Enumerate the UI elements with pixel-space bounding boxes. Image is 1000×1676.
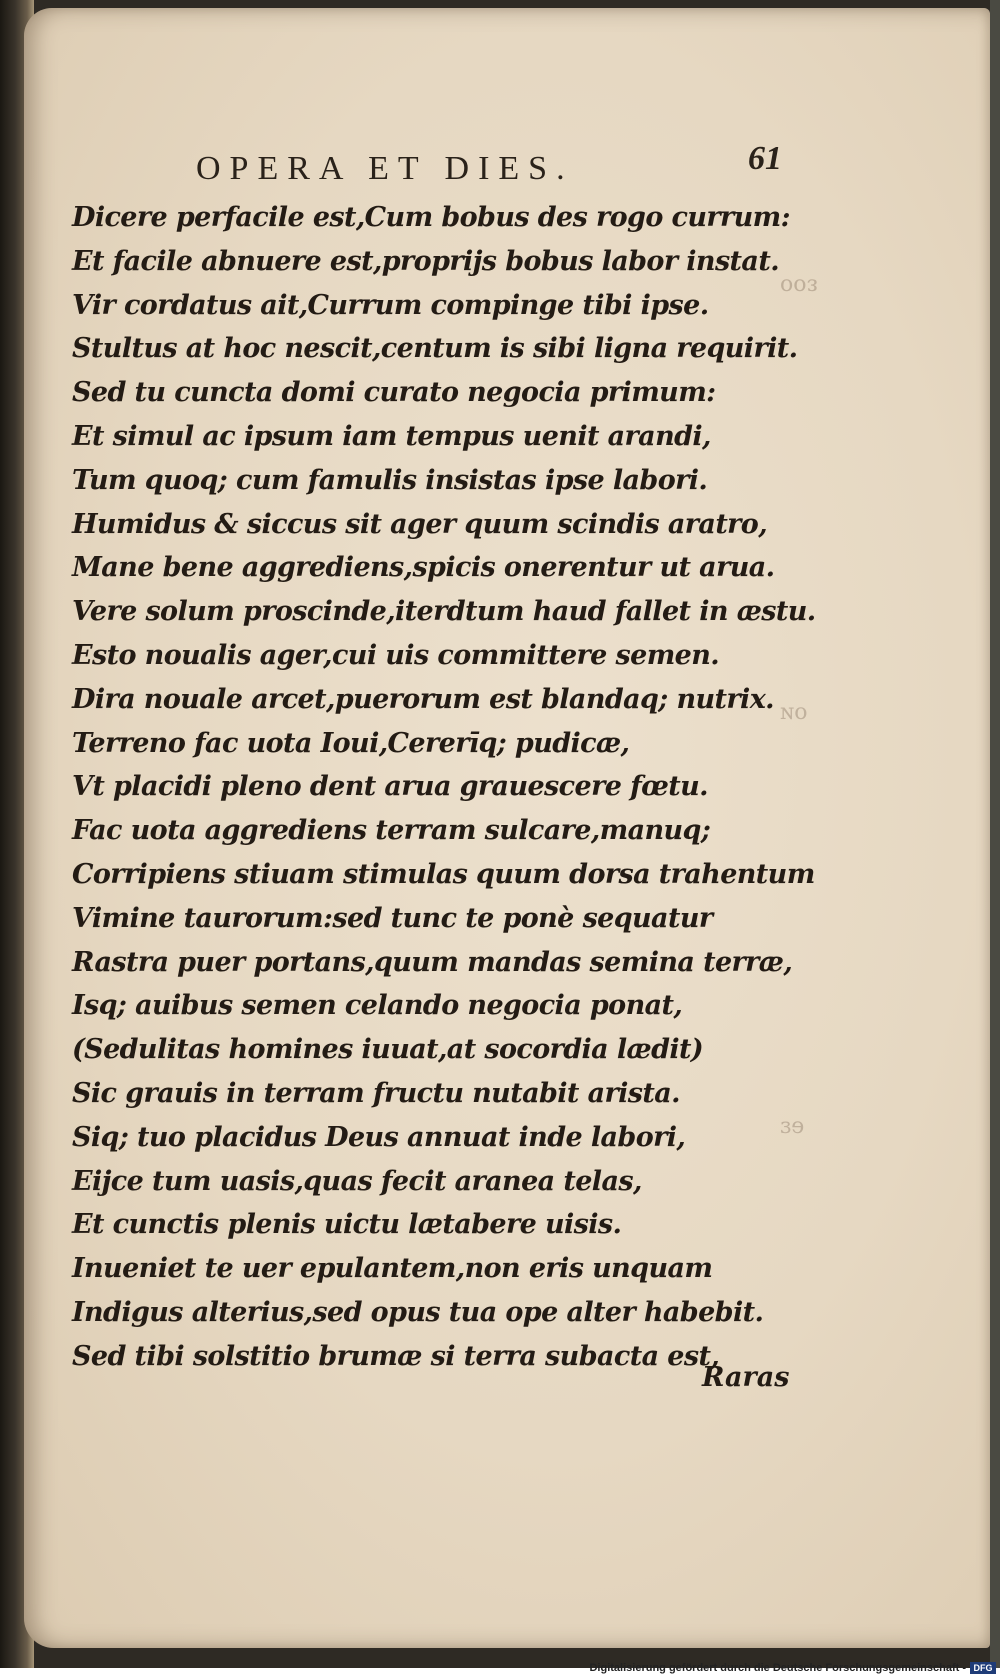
verse-line: Humidus & siccus sit ager quum scindis aratro,	[72, 508, 768, 540]
verse-line: Terreno fac uota Ioui,Cererīq; pudicæ,	[72, 727, 630, 759]
verse-line: Sed tibi solstitio brumæ si terra subacta est,	[72, 1340, 720, 1372]
catchword: Raras	[702, 1362, 790, 1393]
verse-line: Indigus alterius,sed opus tua ope alter habebit.	[72, 1296, 764, 1328]
verse-line: Dira nouale arcet,puerorum est blandaq; nutrix.	[72, 683, 774, 715]
dfg-logo: DFG	[970, 1662, 996, 1674]
verse-line: Mane bene aggrediens,spicis onerentur ut arua.	[72, 552, 775, 584]
verse-line: Sic grauis in terram fructu nutabit arista.	[72, 1077, 680, 1109]
verse-line: (Sedulitas homines iuuat,at socordia lædit)	[72, 1034, 704, 1066]
show-through-mark: ɜɘ	[780, 1114, 805, 1139]
verse-line: Et cunctis plenis uictu lætabere uisis.	[72, 1209, 622, 1241]
verse-line: Eijce tum uasis,quas fecit aranea telas,	[72, 1165, 642, 1197]
page-number: 61	[748, 140, 782, 177]
verse-line: Sed tu cuncta domi curato negocia primum:	[72, 377, 716, 409]
verse-line: Stultus at hoc nescit,centum is sibi ligna requirit.	[72, 333, 798, 365]
verse-line: Inueniet te uer epulantem,non eris unquam	[72, 1253, 713, 1285]
page-right-edge	[990, 0, 1000, 1668]
verse-line: Vt placidi pleno dent arua grauescere fœtu.	[72, 771, 708, 803]
verse-line: Siq; tuo placidus Deus annuat inde labori,	[72, 1121, 686, 1153]
verse-line: Esto noualis ager,cui uis committere semen.	[72, 639, 720, 671]
verse-line: Et facile abnuere est,proprijs bobus labor instat.	[72, 245, 779, 277]
verse-line: Corripiens stiuam stimulas quum dorsa trahentum	[72, 858, 815, 890]
show-through-mark: ɴo	[780, 700, 808, 725]
verse-line: Isq; auibus semen celando negocia ponat,	[72, 990, 683, 1022]
verse-line: Tum quoq; cum famulis insistas ipse labori.	[72, 464, 708, 496]
verse-line: Dicere perfacile est,Cum bobus des rogo currum:	[72, 202, 791, 233]
digitization-credit: Digitalisierung gefördert durch die Deutsche Forschungsgemeinschaft -	[589, 1662, 966, 1674]
verse-line: Rastra puer portans,quum mandas semina terræ,	[72, 946, 793, 978]
verse-line: Vir cordatus ait,Currum compinge tibi ipse.	[72, 289, 709, 321]
verse-line: Fac uota aggrediens terram sulcare,manuq;	[72, 815, 711, 847]
verse-line: Vere solum proscinde,iterdtum haud fallet in æstu.	[72, 596, 816, 628]
show-through-mark: ooᴈ	[780, 272, 818, 297]
running-head: OPERA ET DIES.	[196, 150, 574, 187]
verse-line: Et simul ac ipsum iam tempus uenit arandi,	[72, 420, 711, 452]
verse-line: Vimine taurorum:sed tunc te ponè sequatur	[72, 902, 713, 934]
